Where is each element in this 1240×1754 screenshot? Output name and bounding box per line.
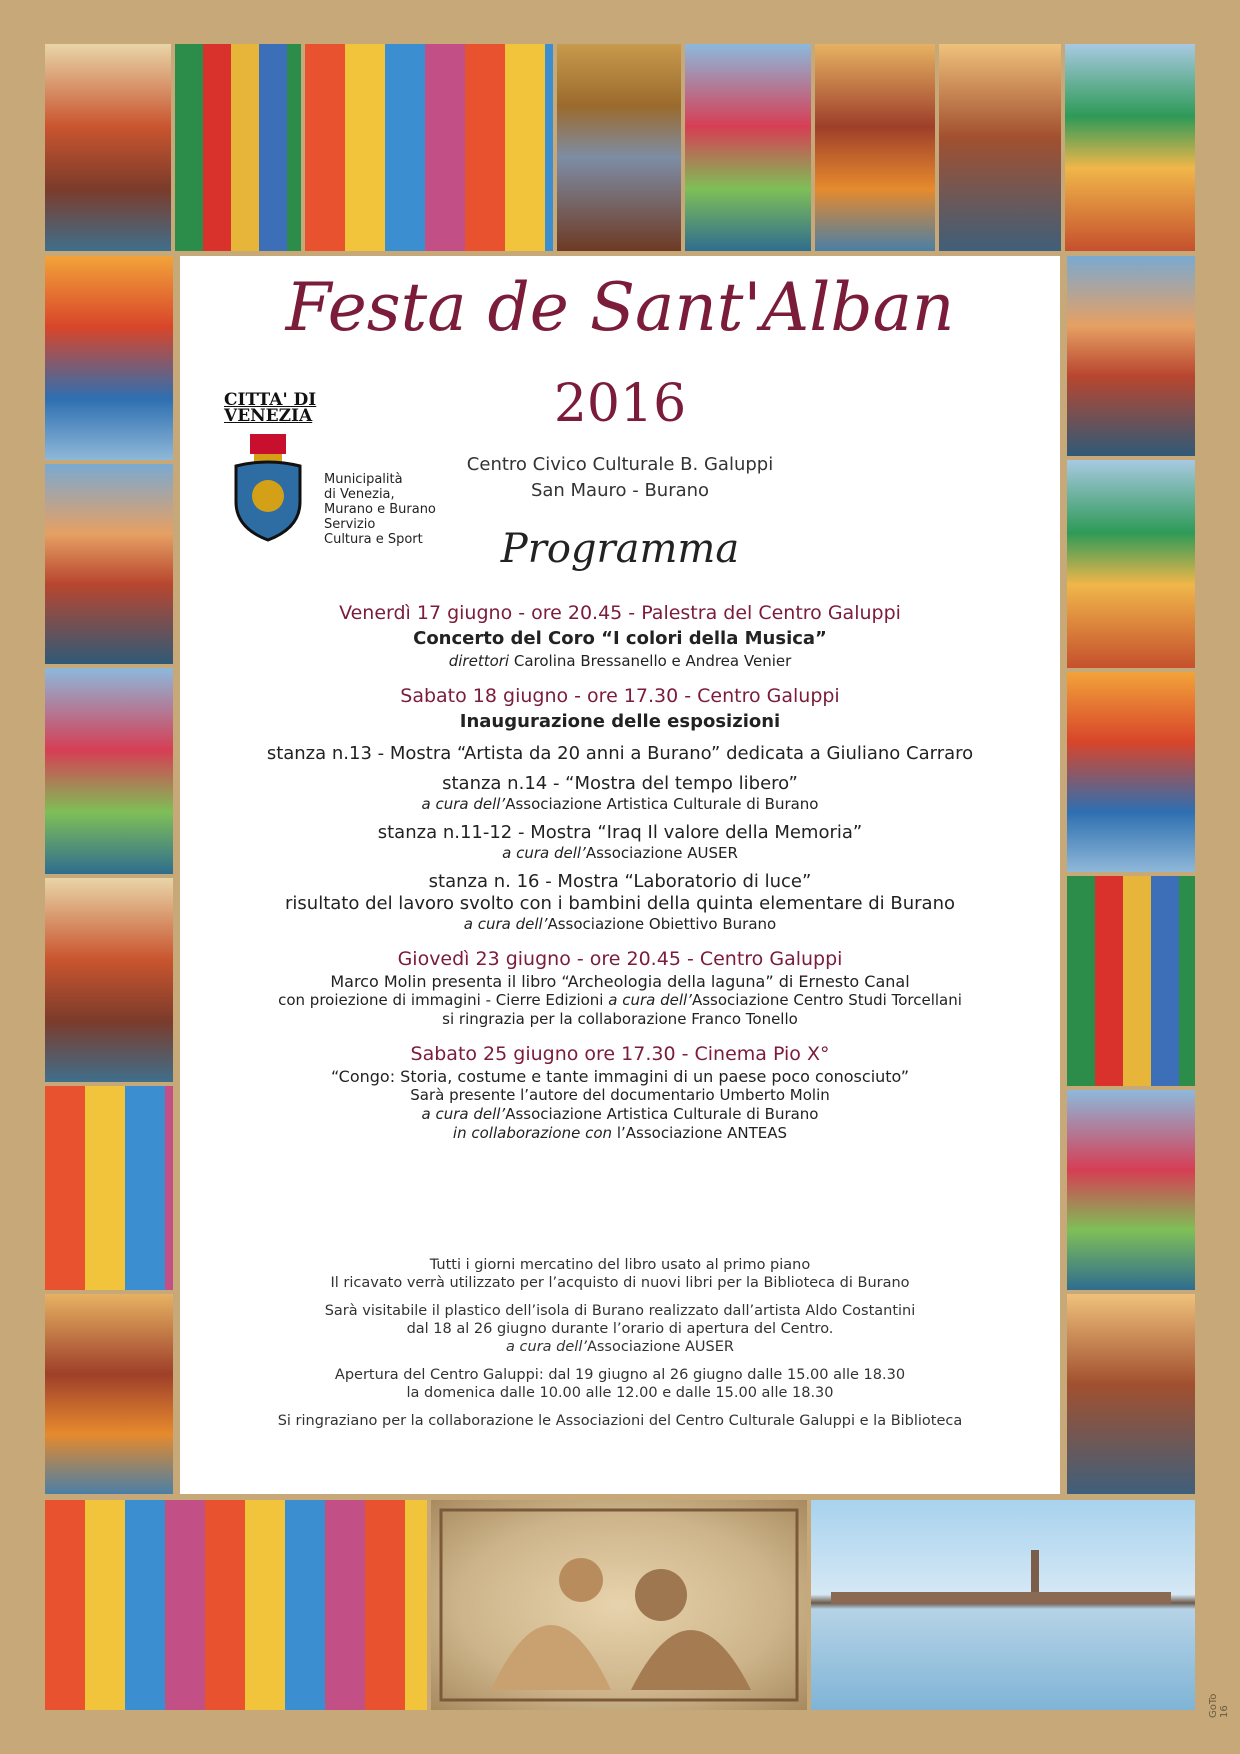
photo-left-1 — [45, 256, 173, 460]
muni-line: Servizio — [324, 517, 376, 532]
poster-title: Festa de Sant'Alban — [285, 269, 955, 346]
city-line-1: CITTA' DI — [224, 390, 317, 410]
photo-bottom-houses — [45, 1500, 427, 1710]
muni-line: Municipalità — [324, 472, 403, 487]
collab-org: l’Associazione ANTEAS — [616, 1124, 788, 1142]
photo-right-3 — [1067, 672, 1195, 872]
event-2-head: Sabato 18 giugno - ore 17.30 - Centro Galuppi — [400, 685, 840, 707]
photo-canal-street — [45, 44, 171, 251]
note-model — [180, 1302, 1060, 1356]
photo-lagoon-view — [811, 1500, 1195, 1710]
note-thanks: Si ringraziano per la collaborazione le Associazioni del Centro Culturale Galuppi e la Biblioteca — [277, 1413, 963, 1429]
photo-sunset-canal — [939, 44, 1061, 251]
note-opening-hours — [180, 1366, 1060, 1402]
photo-left-4 — [45, 878, 173, 1082]
event-4-line-4 — [180, 1124, 1060, 1143]
events-list — [180, 596, 1060, 1143]
photo-right-2 — [1067, 460, 1195, 668]
event-1-title: Concerto del Coro “I colori della Musica” — [413, 628, 827, 649]
exhibit-room-11-12: stanza n.11-12 - Mostra “Iraq Il valore della Memoria” — [377, 822, 863, 843]
directors-label: direttori — [448, 652, 510, 670]
exhibit-room-16: stanza n. 16 - Mostra “Laboratorio di luce” — [428, 871, 812, 892]
event-4-line-1: “Congo: Storia, costume e tante immagini di un paese poco conosciuto” — [330, 1067, 910, 1086]
photo-left-6 — [45, 1294, 173, 1494]
exhibit-room-14: stanza n.14 - “Mostra del tempo libero” — [442, 773, 798, 794]
photo-saint-icon — [557, 44, 681, 251]
exhibit-room-13: stanza n.13 - Mostra “Artista da 20 anni a Burano” dedicata a Giuliano Carraro — [266, 743, 974, 764]
city-logo-text — [224, 392, 316, 424]
cura-label: a cura dell’ — [421, 1105, 506, 1123]
muni-line: di Venezia, — [324, 487, 395, 502]
cura-label: a cura dell’ — [421, 795, 506, 813]
event-3-line-2 — [180, 991, 1060, 1010]
printer-credit: GoTo 16 — [1208, 1693, 1230, 1718]
exhibit-room-16-desc: risultato del lavoro svolto con i bambini della quinta elementare di Burano — [285, 893, 955, 914]
exhibit-room-14-cura — [180, 795, 1060, 814]
note-text: Apertura del Centro Galuppi: dal 19 giugno al 26 giugno dalle 15.00 alle 18.30 — [334, 1367, 906, 1383]
cura-label: a cura dell’ — [502, 844, 586, 862]
photo-houses-canal — [815, 44, 935, 251]
event-1-head: Venerdì 17 giugno - ore 20.45 - Palestra del Centro Galuppi — [339, 602, 901, 624]
event-3-head: Giovedì 23 giugno - ore 20.45 - Centro Galuppi — [397, 948, 843, 970]
program-panel — [180, 256, 1060, 1494]
event-2-title: Inaugurazione delle esposizioni — [459, 711, 781, 732]
note-text: Tutti i giorni mercatino del libro usato al primo piano — [429, 1257, 811, 1273]
cura-org: Associazione AUSER — [585, 844, 738, 862]
photo-right-4 — [1067, 876, 1195, 1086]
venue-line-2: San Mauro - Burano — [530, 480, 710, 501]
event-4-line-3 — [180, 1105, 1060, 1124]
program-heading: Programma — [500, 526, 740, 572]
photo-right-6 — [1067, 1294, 1195, 1494]
event-1-directors — [180, 652, 1060, 671]
cura-label: a cura dell’ — [506, 1339, 587, 1355]
exhibit-room-11-12-cura — [180, 844, 1060, 863]
cura-org: Associazione Obiettivo Burano — [547, 915, 777, 933]
venue-line-1: Centro Civico Culturale B. Galuppi — [466, 454, 774, 475]
event-4-line-2: Sarà presente l’autore del documentario Umberto Molin — [410, 1086, 830, 1104]
cura-label: a cura dell’ — [463, 915, 548, 933]
collab-label: in collaborazione con — [452, 1124, 613, 1142]
venue-info — [180, 452, 1060, 504]
photo-left-2 — [45, 464, 173, 664]
muni-line: Cultura e Sport — [324, 532, 423, 547]
exhibit-room-16-cura — [180, 915, 1060, 934]
directors-names: Carolina Bressanello e Andrea Venier — [513, 652, 792, 670]
photo-right-1 — [1067, 256, 1195, 456]
poster-year: 2016 — [553, 374, 687, 434]
photo-colorful-houses — [305, 44, 553, 251]
cura-label: a cura dell’ — [608, 991, 692, 1009]
note-text: la domenica dalle 10.00 alle 12.00 e dalle 15.00 alle 18.30 — [406, 1385, 834, 1401]
event-4-head: Sabato 25 giugno ore 17.30 - Cinema Pio X° — [410, 1043, 830, 1065]
cura-org: Associazione Centro Studi Torcellani — [691, 991, 962, 1009]
note-book-market — [180, 1256, 1060, 1292]
photo-house-windows — [175, 44, 301, 251]
cura-org: Associazione Artistica Culturale di Burano — [505, 1105, 819, 1123]
note-text: Il ricavato verrà utilizzato per l’acquisto di nuovi libri per la Biblioteca di Burano — [330, 1275, 910, 1291]
cura-org: Associazione AUSER — [586, 1339, 734, 1355]
cura-org: Associazione Artistica Culturale di Burano — [505, 795, 819, 813]
photo-manuscript-illustration — [431, 1500, 807, 1710]
photo-market-street — [1065, 44, 1195, 251]
notes-section — [180, 1256, 1060, 1440]
photo-left-5 — [45, 1086, 173, 1290]
photo-houses-row — [685, 44, 811, 251]
muni-line: Murano e Burano — [324, 502, 436, 517]
photo-right-5 — [1067, 1090, 1195, 1290]
projection-text: con proiezione di immagini - Cierre Edizioni — [278, 991, 604, 1009]
event-3-line-1: Marco Molin presenta il libro “Archeologia della laguna” di Ernesto Canal — [330, 972, 910, 991]
note-text: dal 18 al 26 giugno durante l’orario di apertura del Centro. — [406, 1321, 834, 1337]
event-3-line-3: si ringrazia per la collaborazione Franco Tonello — [442, 1010, 798, 1028]
note-text: Sarà visitabile il plastico dell’isola di Burano realizzato dall’artista Aldo Costantini — [324, 1303, 916, 1319]
photo-left-3 — [45, 668, 173, 874]
city-line-2: VENEZIA — [224, 406, 313, 426]
